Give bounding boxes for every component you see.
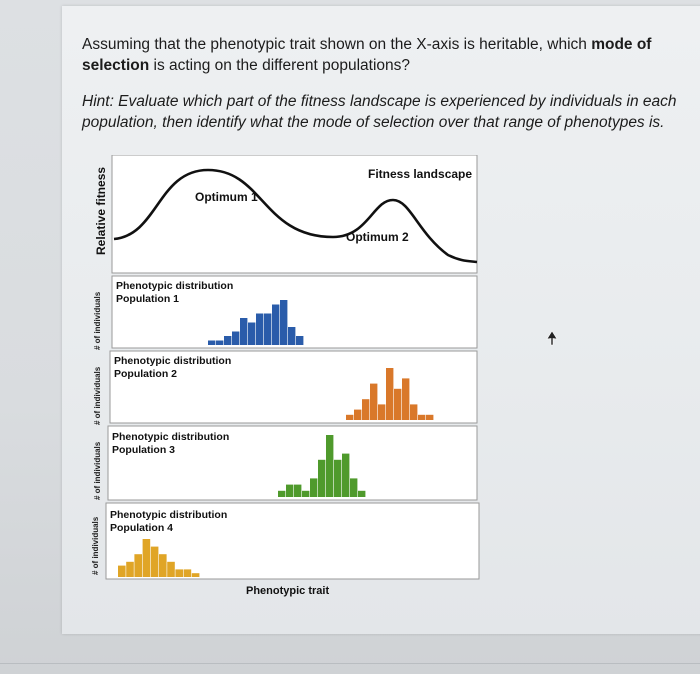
histogram-bar [394, 389, 401, 420]
optimum-2-label: Optimum 2 [346, 230, 409, 244]
histogram-bar [216, 341, 223, 346]
question-text [82, 34, 700, 76]
histogram-bar [310, 478, 317, 497]
histogram-bar [134, 554, 142, 577]
histogram-bar [248, 323, 255, 346]
individuals-label-1: # of individuals [93, 291, 102, 350]
population-2-panel [110, 351, 477, 423]
histogram-bar [278, 491, 285, 497]
histogram-bar [126, 562, 134, 577]
question-bold-mode-of: mode of [591, 36, 652, 53]
histogram-bar [159, 554, 167, 577]
bottom-divider [0, 663, 700, 664]
fitness-landscape-figure [88, 155, 488, 600]
histogram-bar [402, 378, 409, 420]
histogram-bar [151, 547, 159, 577]
panel-1-population: Population 1 [116, 293, 179, 305]
histogram-bar [280, 300, 287, 345]
histogram-bar [167, 562, 175, 577]
histogram-bar [240, 318, 247, 345]
histogram-bar [354, 410, 361, 420]
panel-4-title: Phenotypic distribution [110, 509, 228, 521]
panel-3-population: Population 3 [112, 444, 175, 456]
panel-3-title: Phenotypic distribution [112, 431, 230, 443]
histogram-bar [386, 368, 393, 420]
histogram-bar [294, 485, 301, 497]
histogram-bar [346, 415, 353, 420]
population-3-panel [108, 426, 477, 500]
histogram-bar [350, 478, 357, 497]
histogram-bar [418, 415, 425, 420]
question-part1: Assuming that the phenotypic trait shown on the X-axis is heritable, which [82, 36, 592, 53]
histogram-bar [232, 332, 239, 346]
panel-1-title: Phenotypic distribution [116, 280, 234, 292]
histogram-bar [326, 435, 333, 497]
hint-text: Hint: Evaluate which part of the fitness landscape is experienced by individuals in each population, then identify what the mode of selection over that range of phenotypes is. [82, 93, 677, 131]
histogram-bar [143, 539, 151, 577]
mouse-cursor-icon [545, 330, 559, 346]
phenotypic-trait-label: Phenotypic trait [246, 585, 330, 597]
histogram-bar [118, 566, 126, 577]
panel-2-population: Population 2 [114, 368, 177, 380]
individuals-label-2: # of individuals [93, 366, 102, 425]
relative-fitness-label: Relative fitness [94, 166, 108, 255]
histogram-bar [256, 314, 263, 346]
histogram-bar [302, 491, 309, 497]
histogram-bar [175, 569, 183, 577]
fitness-landscape-title: Fitness landscape [368, 167, 473, 181]
question-part2: is acting on the different populations? [149, 57, 411, 74]
histogram-bar [272, 305, 279, 346]
individuals-label-3: # of individuals [93, 441, 102, 500]
histogram-bar [296, 336, 303, 345]
histogram-bar [288, 327, 295, 345]
histogram-bar [410, 404, 417, 420]
individuals-label-4: # of individuals [91, 516, 100, 575]
histogram-bar [342, 454, 349, 497]
histogram-bar [208, 341, 215, 346]
optimum-1-label: Optimum 1 [195, 190, 258, 204]
population-1-panel [112, 276, 477, 348]
histogram-bar [358, 491, 365, 497]
panel-2-title: Phenotypic distribution [114, 355, 232, 367]
histogram-bar [286, 485, 293, 497]
histogram-bar [224, 336, 231, 345]
histogram-bar [264, 314, 271, 346]
fitness-landscape-panel [94, 155, 477, 273]
question-bold-selection: selection [82, 57, 150, 74]
histogram-bar [370, 384, 377, 420]
histogram-bar [378, 404, 385, 420]
histogram-bar [362, 399, 369, 420]
histogram-bar [318, 460, 325, 497]
histogram-bar [192, 573, 200, 577]
histogram-bar [184, 569, 192, 577]
population-4-panel [106, 503, 479, 579]
histogram-bar [426, 415, 433, 420]
histogram-bar [334, 460, 341, 497]
panel-4-population: Population 4 [110, 522, 173, 534]
